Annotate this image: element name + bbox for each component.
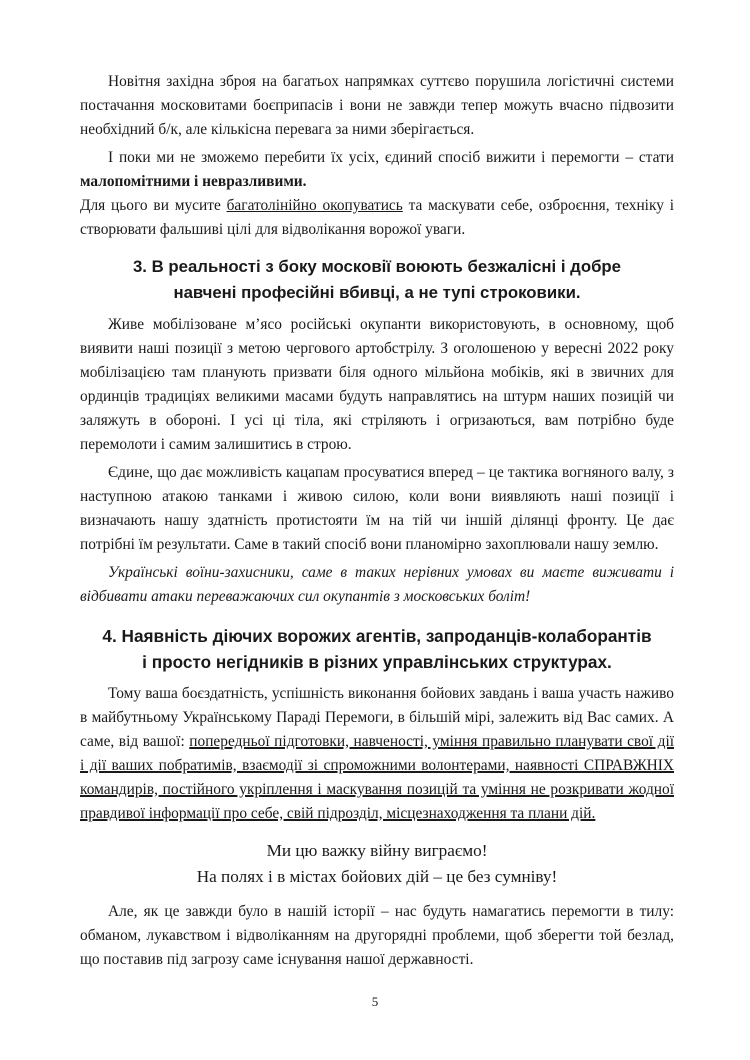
- paragraph-entrench-end: та маскувати себе, озброєння, техніку і створювати фальшиві цілі для відволікання ворожої уваги.: [80, 197, 674, 238]
- paragraph-readiness-underlined: попередньої підготовки, навченості, уміння правильно планувати свої дії і дії ваших побратимів, взаємодії зі спроможними волонтерами, наявності СПРАВЖНІХ командирів, постійного укріплення і маскування позицій та уміння не розкривати жодної правдивої інформації про себе, свій підрозділ, місцезнаходження та плани дій.: [80, 733, 674, 822]
- section-heading-3: [80, 254, 674, 306]
- paragraph-readiness-start: Тому ваша боєздатність, успішність виконання бойових завдань і ваша участь наживо в майбутньому Українському Параді Перемоги, в більшій мірі, залежить від Вас самих. А саме, від вашої:: [80, 685, 674, 750]
- paragraph-rear-threat: Але, як це завжди було в нашій історії – нас будуть намагатись перемогти в тилу: обманом, лукавством і відволіканням на другорядні проблеми, щоб зберегти той безлад, що поставив під загрозу саме існування нашої державності.: [80, 903, 674, 968]
- document-page: [80, 70, 674, 972]
- page-number: 5: [371, 994, 379, 1009]
- paragraph-readiness: [80, 682, 674, 826]
- section-heading-3-line2: [80, 280, 674, 306]
- paragraph-entrench: [80, 194, 674, 242]
- paragraph-fire-tactics: Єдине, що дає можливість кацапам просуватися вперед – це тактика вогняного валу, з наступною атакою танками і живою силою, коли вони виявляють наші позиції і визначають нашу здатність протистояти їм на тій чи іншій ділянці фронту. Це дає потрібні їм результати. Саме в такий спосіб вони планомірно захоплювали нашу землю.: [80, 464, 674, 553]
- section-heading-3-line2-text: навчені професійні вбивці, а не тупі строковики: [173, 283, 576, 302]
- section-heading-3-dot: .: [575, 283, 581, 302]
- victory-line2: На полях і в містах бойових дій – це без сумніву!: [196, 867, 558, 886]
- paragraph-survive-bold: малопомітними і невразливими.: [80, 173, 307, 190]
- section-heading-4: [80, 623, 674, 675]
- paragraph-italic-appeal: Українські воїни-захисники, саме в таких нерівних умовах ви маєте виживати і відбивати атаки переважаючих сил окупантів з московських боліт!: [80, 564, 674, 605]
- victory-statement: [80, 838, 674, 890]
- section-heading-3-line1: 3. В реальності з боку московії воюють безжалісні і добре: [132, 257, 622, 276]
- paragraph-survive: [80, 146, 674, 194]
- paragraph-entrench-start: Для цього ви мусите: [80, 197, 227, 214]
- paragraph-logistics: Новітня західна зброя на багатьох напрямках суттєво порушила логістичні системи постачання московитами боєприпасів і вони не завжди тепер можуть вчасно підвозити необхідний б/к, але кількісна перевага за ними зберігається.: [80, 73, 674, 138]
- paragraph-survive-text: І поки ми не зможемо перебити їх усіх, єдиний спосіб вижити і перемогти – стати: [108, 149, 674, 166]
- paragraph-mobilized: Живе мобілізоване м’ясо російські окупанти використовують, в основному, щоб виявити наші позиції з метою чергового артобстрілу. З оголошеною у вересні 2022 року мобілізацією там планують призвати біля одного мільйона мобіків, які в звичних для ординців традиціях великими масами будуть направлятись на штурм наших позицій чи заляжуть в обороні. І усі ці тіла, які стріляють і огризаються, вам потрібно буде перемолоти і самим залишитись в строю.: [80, 316, 674, 453]
- section-heading-4-line1: 4. Наявність діючих ворожих агентів, запроданців-колаборантів: [102, 626, 652, 646]
- paragraph-entrench-underlined: багатолінійно окопуватись: [226, 197, 403, 214]
- section-heading-4-line2: і просто негідників в різних управлінських структурах.: [142, 652, 612, 672]
- victory-line1: Ми цю важку війну виграємо!: [266, 841, 488, 860]
